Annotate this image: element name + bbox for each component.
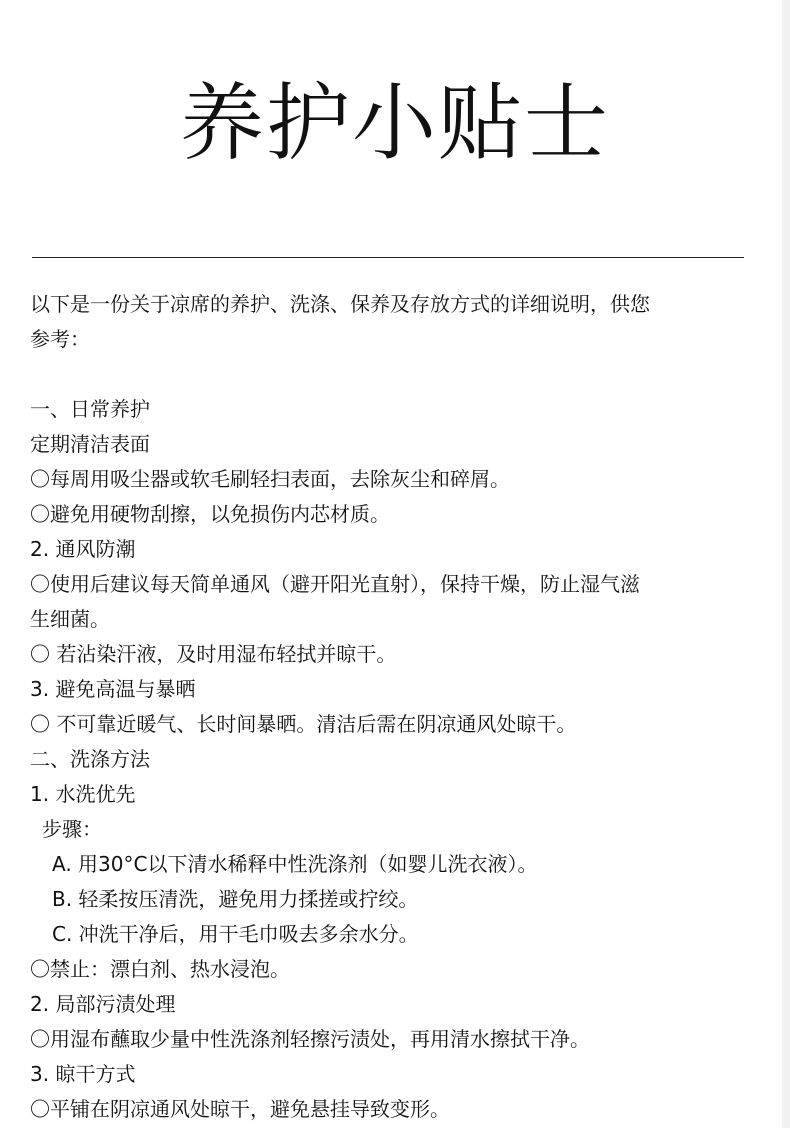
care-instructions bbox=[30, 287, 730, 1127]
section-heading-daily-care: 一、日常养护 bbox=[30, 397, 150, 421]
list-item: 〇避免用硬物刮擦，以免损伤内芯材质。 bbox=[30, 502, 390, 526]
sub-heading: 定期清洁表面 bbox=[30, 432, 150, 456]
intro-line: 参考： bbox=[30, 327, 90, 351]
list-item: 〇使用后建议每天简单通风（避开阳光直射），保持干燥，防止湿气滋 bbox=[30, 572, 640, 596]
step-item: A. 用30°C以下清水稀释中性洗涤剂（如婴儿洗衣液）。 bbox=[52, 852, 538, 876]
list-item: 〇 不可靠近暖气、长时间暴晒。清洁后需在阴凉通风处晾干。 bbox=[30, 712, 577, 736]
intro-line: 以下是一份关于凉席的养护、洗涤、保养及存放方式的详细说明，供您 bbox=[30, 292, 650, 316]
sub-heading: 1. 水洗优先 bbox=[30, 782, 136, 806]
sub-heading: 2. 局部污渍处理 bbox=[30, 992, 176, 1016]
list-item: 生细菌。 bbox=[30, 607, 110, 631]
blank-line bbox=[30, 357, 730, 392]
step-item: C. 冲洗干净后，用干毛巾吸去多余水分。 bbox=[52, 922, 419, 946]
page-title: 养护小贴士 bbox=[179, 74, 610, 172]
step-item: B. 轻柔按压清洗，避免用力揉搓或拧绞。 bbox=[52, 887, 419, 911]
sub-heading: 3. 避免高温与暴晒 bbox=[30, 677, 196, 701]
divider bbox=[32, 257, 744, 258]
steps-label: 步骤： bbox=[42, 817, 102, 841]
sub-heading: 3. 晾干方式 bbox=[30, 1062, 136, 1086]
list-item: 〇禁止：漂白剂、热水浸泡。 bbox=[30, 957, 290, 981]
list-item: 〇用湿布蘸取少量中性洗涤剂轻擦污渍处，再用清水擦拭干净。 bbox=[30, 1027, 590, 1051]
list-item: 〇 若沾染汗液，及时用湿布轻拭并晾干。 bbox=[30, 642, 397, 666]
list-item: 〇平铺在阴凉通风处晾干，避免悬挂导致变形。 bbox=[30, 1097, 450, 1121]
list-item: 〇每周用吸尘器或软毛刷轻扫表面，去除灰尘和碎屑。 bbox=[30, 467, 510, 491]
section-heading-washing: 二、洗涤方法 bbox=[30, 747, 150, 771]
sub-heading: 2. 通风防潮 bbox=[30, 537, 136, 561]
